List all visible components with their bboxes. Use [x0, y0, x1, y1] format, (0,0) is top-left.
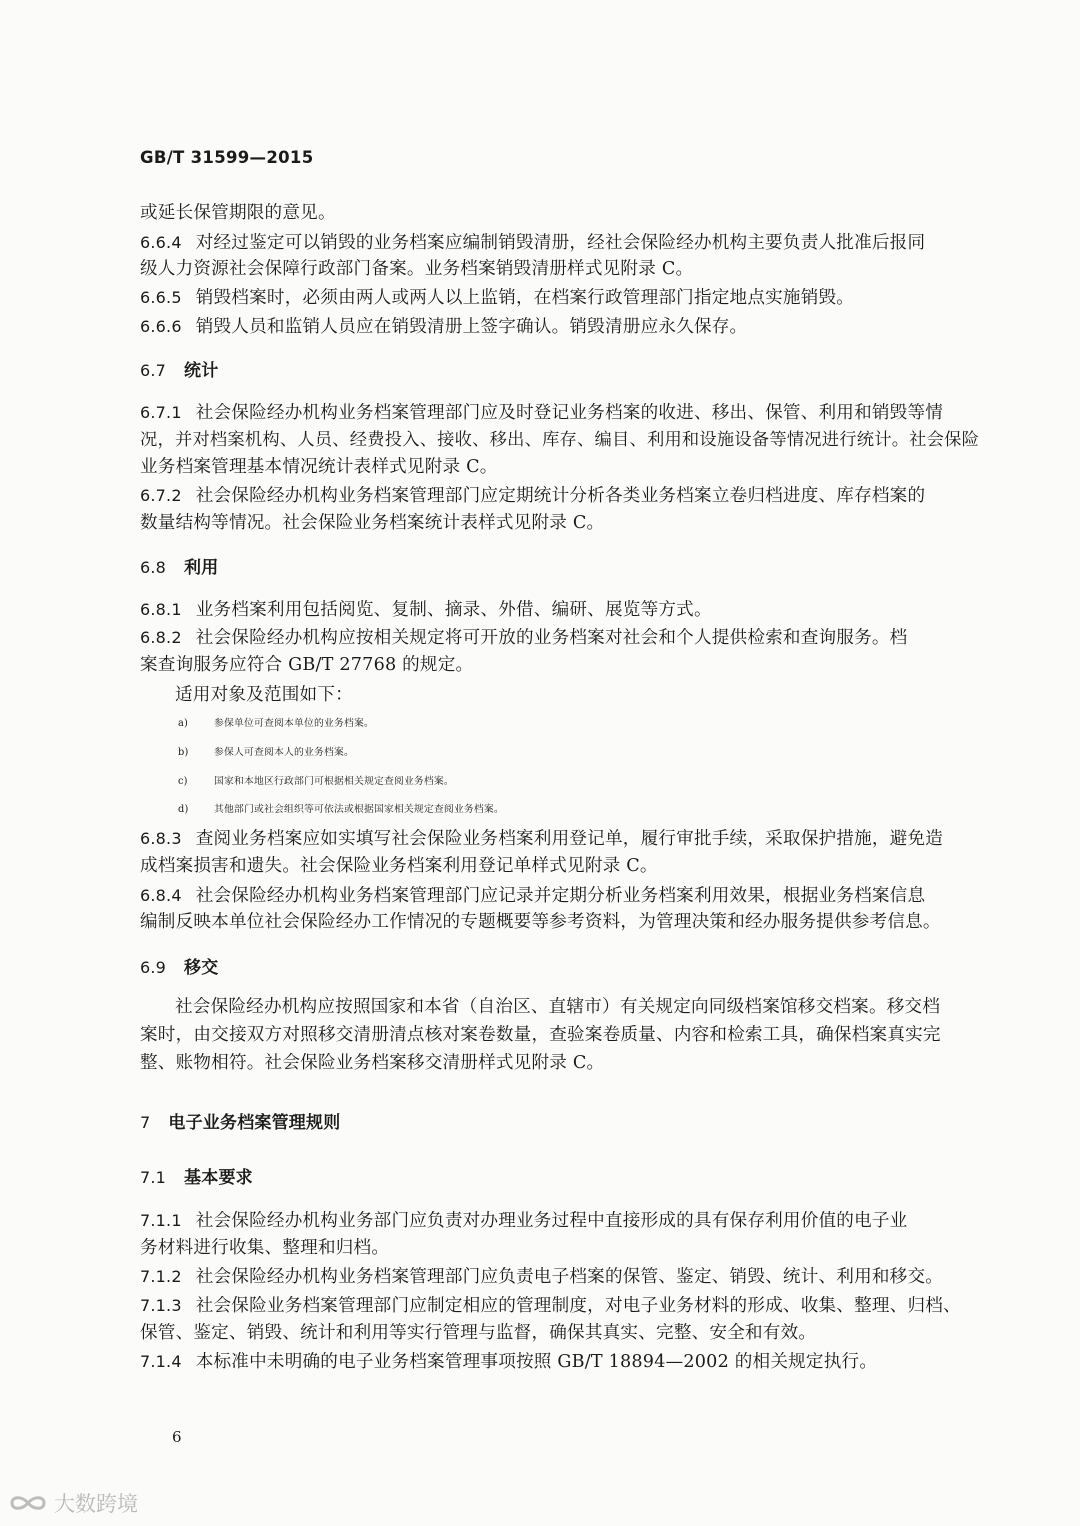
- line-text: 社会保险经办机构应按相关规定将可开放的业务档案对社会和个人提供检索和查询服务。档: [195, 628, 908, 648]
- clause-number: 6.8: [140, 558, 167, 577]
- line-text: 社会保险经办机构业务档案管理部门应记录并定期分析业务档案利用效果，根据业务档案信息: [195, 886, 926, 906]
- text-line: [140, 285, 854, 311]
- list-marker: b): [178, 747, 189, 758]
- text-line: [175, 682, 353, 708]
- list-marker: c): [178, 776, 188, 787]
- line-text: 级人力资源社会保障行政部门备案。业务档案销毁清册样式见附录 C。: [140, 259, 694, 279]
- line-text: 本标准中未明确的电子业务档案管理事项按照 GB/T 18894—2002 的相关规定执行。: [195, 1352, 878, 1372]
- text-line: [140, 200, 336, 226]
- text-line: [140, 853, 658, 879]
- text-line: [140, 230, 925, 256]
- page-number: 6: [172, 1428, 182, 1446]
- line-text: 查阅业务档案应如实填写社会保险业务档案利用登记单，履行审批手续，采取保护措施，避免造: [195, 829, 944, 849]
- clause-number: 7: [140, 1113, 151, 1132]
- line-text: 统计: [184, 361, 219, 381]
- text-line: [140, 400, 943, 426]
- line-text: 基本要求: [184, 1168, 253, 1188]
- text-line: [140, 1050, 604, 1076]
- text-line: [140, 652, 473, 678]
- text-line: [140, 454, 498, 480]
- list-marker: a): [178, 718, 189, 729]
- text-line: [140, 826, 943, 852]
- clause-number: 6.7.2: [140, 486, 182, 505]
- text-line: [140, 1235, 389, 1261]
- line-text: 数量结构等情况。社会保险业务档案统计表样式见附录 C。: [140, 513, 605, 533]
- text-line: [140, 1022, 941, 1048]
- clause-number: 6.9: [140, 958, 167, 977]
- text-line: [140, 1293, 961, 1319]
- line-text: 成档案损害和遗失。社会保险业务档案利用登记单样式见附录 C。: [140, 856, 658, 876]
- clause-number: 6.8.4: [140, 886, 182, 905]
- section-heading: [140, 1165, 253, 1191]
- standard-number: GB/T 31599—2015: [140, 148, 314, 167]
- section-heading: [140, 1110, 340, 1136]
- line-text: 业务档案利用包括阅览、复制、摘录、外借、编研、展览等方式。: [195, 600, 712, 620]
- line-text: 况，并对档案机构、人员、经费投入、接收、移出、库存、编目、利用和设施设备等情况进行统计。社会保险: [140, 430, 980, 450]
- text-line: [140, 597, 712, 623]
- line-text: 社会保险经办机构应按照国家和本省（自治区、直辖市）有关规定向同级档案馆移交档案。移交档: [175, 997, 941, 1017]
- line-text: 社会保险业务档案管理部门应制定相应的管理制度，对电子业务材料的形成、收集、整理、归档、: [195, 1296, 961, 1316]
- line-text: 编制反映本单位社会保险经办工作情况的专题概要等参考资料，为管理决策和经办服务提供参考信息。: [140, 912, 941, 932]
- clause-number: 6.8.1: [140, 600, 182, 619]
- list-marker: d): [178, 804, 189, 815]
- list-item-text: 其他部门或社会组织等可依法或根据国家相关规定查阅业务档案。: [214, 804, 504, 815]
- line-text: 整、账物相符。社会保险业务档案移交清册样式见附录 C。: [140, 1053, 605, 1073]
- clause-number: 7.1: [140, 1168, 167, 1187]
- line-text: 社会保险经办机构业务档案管理部门应定期统计分析各类业务档案立卷归档进度、库存档案的: [195, 486, 926, 506]
- text-line: [140, 427, 979, 453]
- line-text: 或延长保管期限的意见。: [140, 203, 336, 223]
- line-text: 案查询服务应符合 GB/T 27768 的规定。: [140, 655, 474, 675]
- line-text: 销毁人员和监销人员应在销毁清册上签字确认。销毁清册应永久保存。: [195, 317, 748, 337]
- text-line: [140, 510, 604, 536]
- line-text: 利用: [184, 558, 219, 578]
- text-line: [140, 883, 925, 909]
- clause-number: 6.7.1: [140, 403, 182, 422]
- line-text: 社会保险经办机构业务档案管理部门应及时登记业务档案的收进、移出、保管、利用和销毁等情: [195, 403, 944, 423]
- section-heading: [140, 955, 218, 981]
- clause-number: 6.7: [140, 361, 167, 380]
- line-text: 业务档案管理基本情况统计表样式见附录 C。: [140, 457, 498, 477]
- line-text: 电子业务档案管理规则: [168, 1113, 341, 1133]
- infinity-logo-icon: [8, 1491, 48, 1515]
- line-text: 社会保险经办机构业务部门应负责对办理业务过程中直接形成的具有保存利用价值的电子业: [195, 1211, 908, 1231]
- list-item-text: 参保单位可查阅本单位的业务档案。: [214, 718, 374, 729]
- line-text: 销毁档案时，必须由两人或两人以上监销，在档案行政管理部门指定地点实施销毁。: [195, 288, 855, 308]
- line-text: 案时，由交接双方对照移交清册清点核对案卷数量，查验案卷质量、内容和检索工具，确保档案真实完: [140, 1025, 941, 1045]
- section-heading: [140, 555, 218, 581]
- text-line: [140, 1349, 877, 1375]
- clause-number: 6.6.4: [140, 233, 182, 252]
- text-line: [140, 314, 747, 340]
- clause-number: 6.8.3: [140, 829, 182, 848]
- watermark-text: 大数跨境: [54, 1492, 138, 1516]
- list-item-text: 国家和本地区行政部门可根据相关规定查阅业务档案。: [214, 776, 454, 787]
- clause-number: 6.6.6: [140, 317, 182, 336]
- line-text: 移交: [184, 958, 219, 978]
- text-line: [140, 909, 941, 935]
- line-text: 社会保险经办机构业务档案管理部门应负责电子档案的保管、鉴定、销毁、统计、利用和移交。: [195, 1267, 944, 1287]
- text-line: [140, 1264, 943, 1290]
- clause-number: 7.1.4: [140, 1352, 182, 1371]
- text-line: [175, 994, 940, 1020]
- watermark: [8, 1488, 138, 1518]
- text-line: [140, 256, 693, 282]
- clause-number: 6.6.5: [140, 288, 182, 307]
- clause-number: 7.1.1: [140, 1211, 182, 1230]
- line-text: 保管、鉴定、销毁、统计和利用等实行管理与监督，确保其真实、完整、安全和有效。: [140, 1323, 817, 1343]
- line-text: 务材料进行收集、整理和归档。: [140, 1238, 390, 1258]
- list-item-text: 参保人可查阅本人的业务档案。: [214, 747, 354, 758]
- section-heading: [140, 358, 218, 384]
- text-line: [140, 483, 925, 509]
- text-line: [140, 1320, 816, 1346]
- clause-number: 6.8.2: [140, 628, 182, 647]
- clause-number: 7.1.2: [140, 1267, 182, 1286]
- text-line: [140, 1208, 907, 1234]
- clause-number: 7.1.3: [140, 1296, 182, 1315]
- text-line: [140, 625, 907, 651]
- line-text: 适用对象及范围如下：: [175, 685, 353, 705]
- line-text: 对经过鉴定可以销毁的业务档案应编制销毁清册，经社会保险经办机构主要负责人批准后报同: [195, 233, 926, 253]
